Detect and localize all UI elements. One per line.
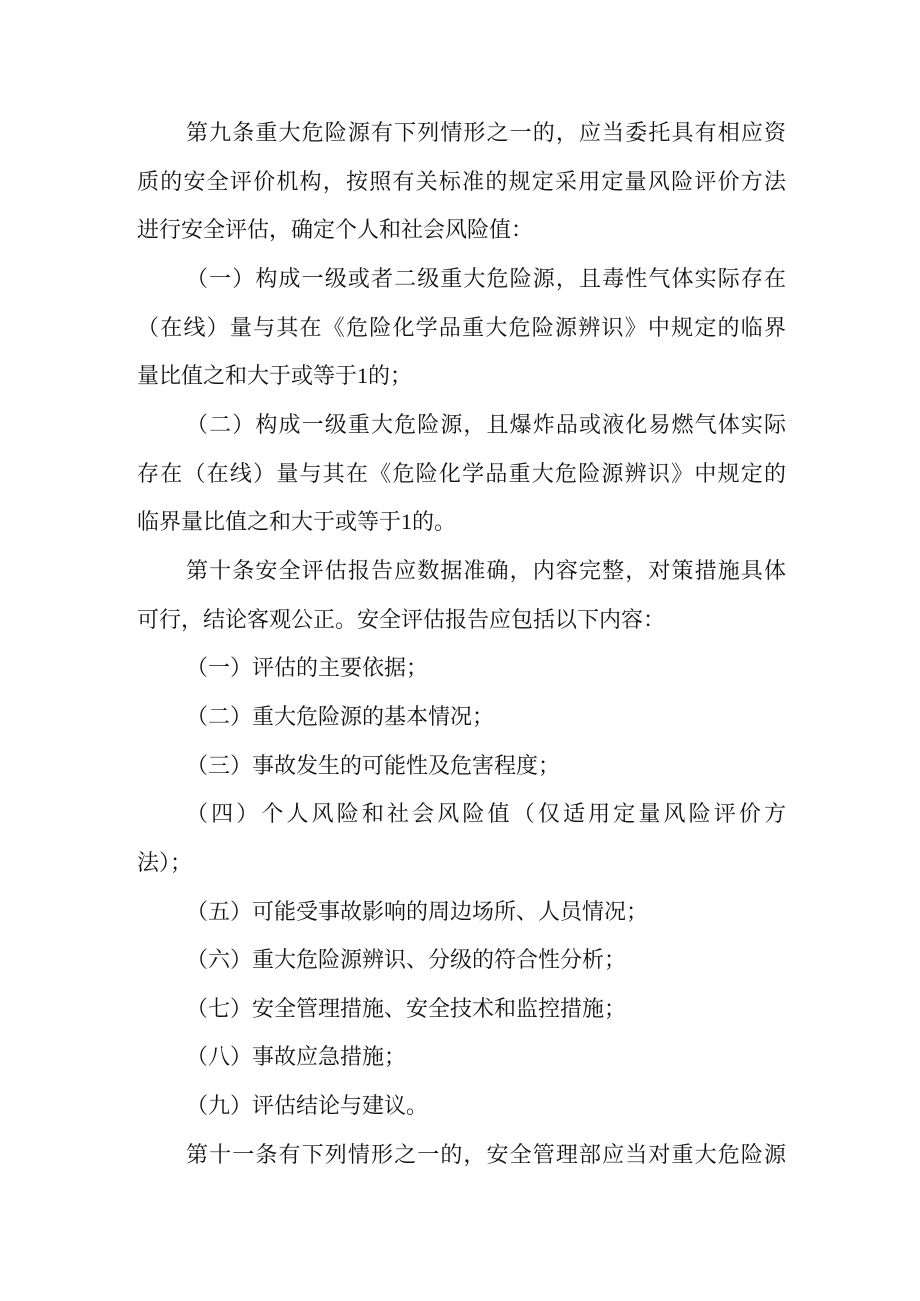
text-line: （五）可能受事故影响的周边场所、人员情况； [186,898,649,924]
article-11-paragraph [137,1131,786,1180]
article-10-item-1 [137,644,786,693]
article-9-item-2 [137,401,786,547]
document-body [137,109,786,1179]
text-line: （三）事故发生的可能性及危害程度； [186,752,561,778]
article-9-item-1 [137,255,786,401]
text-line: （九）评估结论与建议。 [186,1093,429,1119]
text-line: （六）重大危险源辨识、分级的符合性分析； [186,947,627,973]
article-10-item-3 [137,742,786,791]
article-9-paragraph [137,109,786,255]
article-10-item-4 [137,790,786,887]
text-line: 临界量比值之和大于或等于1的。 [137,509,457,535]
text-line: （二）构成一级重大危险源，且爆炸品或液化易燃气体实际 [186,411,786,437]
article-10-item-5 [137,888,786,937]
article-10-paragraph [137,547,786,644]
text-line: 第十条安全评估报告应数据准确，内容完整，对策措施具体 [186,557,786,583]
text-line: （七）安全管理措施、安全技术和监控措施； [186,995,627,1021]
text-line: （一）构成一级或者二级重大危险源，且毒性气体实际存在 [186,265,786,291]
article-10-item-6 [137,936,786,985]
text-line: 量比值之和大于或等于1的； [137,363,413,389]
text-line: 存在（在线）量与其在《危险化学品重大危险源辨识》中规定的 [137,460,786,486]
text-line: 第十一条有下列情形之一的，安全管理部应当对重大危险源 [186,1141,786,1167]
text-line: （二）重大危险源的基本情况； [186,703,495,729]
text-line: 进行安全评估，确定个人和社会风险值： [137,217,534,243]
text-line: 可行，结论客观公正。安全评估报告应包括以下内容： [137,606,666,632]
text-line: （一）评估的主要依据； [186,655,429,681]
article-10-item-9 [137,1082,786,1131]
text-line: 法）； [137,849,193,875]
text-line: （四）个人风险和社会风险值（仅适用定量风险评价方 [186,801,786,827]
text-line: 质的安全评价机构，按照有关标准的规定采用定量风险评价方法 [137,168,786,194]
article-10-item-2 [137,693,786,742]
article-10-item-8 [137,1033,786,1082]
text-line: 第九条重大危险源有下列情形之一的，应当委托具有相应资 [186,120,786,145]
article-10-item-7 [137,985,786,1034]
text-line: （八）事故应急措施； [186,1044,407,1070]
text-line: （在线）量与其在《危险化学品重大危险源辨识》中规定的临界 [137,314,786,340]
